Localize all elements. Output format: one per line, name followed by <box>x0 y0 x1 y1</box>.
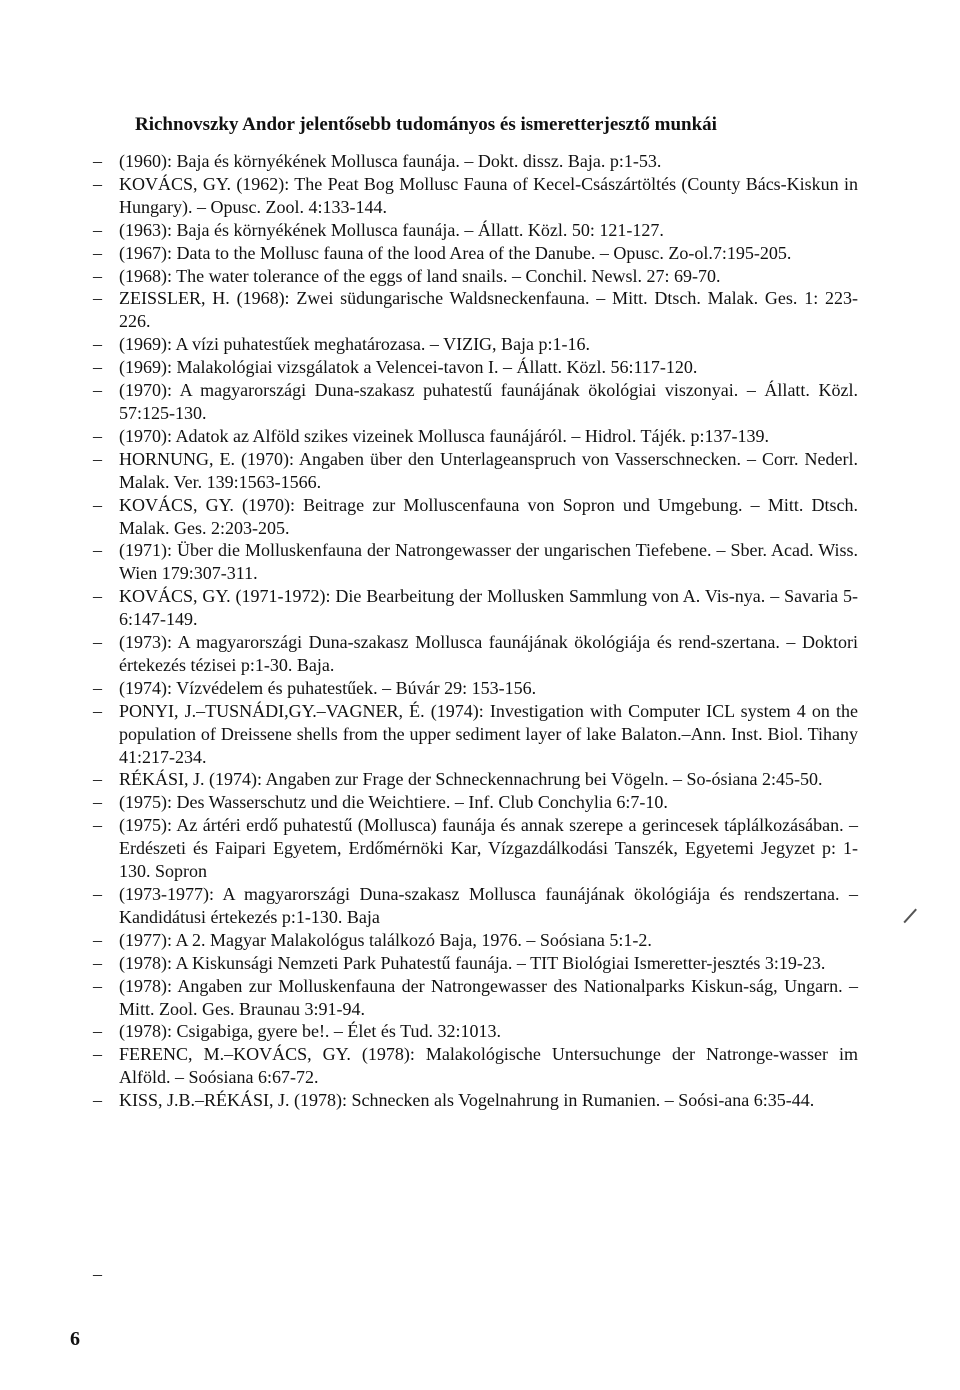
trailing-dash: – <box>93 1264 102 1284</box>
list-item <box>93 1089 858 1112</box>
list-item <box>93 1020 858 1043</box>
entry-text: HORNUNG, E. (1970): Angaben über den Unterlageanspruch von Vasserschnecken. – Corr. Nederl. Malak. Ver. 139:1563-1566. <box>119 448 858 492</box>
list-dash: – <box>93 677 102 698</box>
list-dash: – <box>93 700 102 721</box>
list-item <box>93 677 858 700</box>
entry-text: (1973-1977): A magyarországi Duna-szakasz Mollusca faunájának ökológiája és rendszertana. – Kandidátusi értekezés p:1-130. Baja <box>119 884 858 927</box>
list-item <box>93 356 858 379</box>
entry-text: KOVÁCS, GY. (1962): The Peat Bog Mollusc Fauna of Kecel-Császártöltés (County Bács-Kiskun in Hungary). – Opusc. Zool. 4:133-144. <box>119 173 858 217</box>
page-title: Richnovszky Andor jelentősebb tudományos és ismeretterjesztő munkái <box>135 114 717 135</box>
page-number: 6 <box>70 1328 80 1350</box>
list-item <box>93 173 858 219</box>
list-dash: – <box>93 334 102 355</box>
list-dash: – <box>93 242 102 263</box>
list-item <box>93 975 858 1021</box>
list-dash: – <box>93 494 102 515</box>
list-dash: – <box>93 975 102 996</box>
list-item <box>93 768 858 791</box>
list-item <box>93 585 858 631</box>
list-item <box>93 242 858 265</box>
list-dash: – <box>93 448 102 469</box>
entry-text: (1970): A magyarországi Duna-szakasz puhatestű faunájának ökológiai viszonyai. – Állatt. Közl. 57:125-130. <box>119 380 858 423</box>
entry-text: FERENC, M.–KOVÁCS, GY. (1978): Malakológische Untersuchunge der Natronge-wasser im Alföld. – Soósiana 6:67-72. <box>119 1044 858 1088</box>
list-dash: – <box>93 815 102 836</box>
list-dash: – <box>93 792 102 813</box>
entry-text: (1971): Über die Molluskenfauna der Natrongewasser der ungarischen Tiefebene. – Sber. Acad. Wiss. Wien 179:307-311. <box>119 540 858 584</box>
entry-text: (1974): Vízvédelem és puhatestűek. – Búvár 29: 153-156. <box>119 677 537 698</box>
list-item <box>93 219 858 242</box>
bibliography-list <box>93 150 858 1112</box>
entry-text: (1978): Angaben zur Molluskenfauna der Natrongewasser des Nationalparks Kiskun-ság, Ungarn. – Mitt. Zool. Ges. Braunau 3:91-94. <box>119 975 858 1019</box>
list-item <box>93 379 858 425</box>
list-dash: – <box>93 884 102 904</box>
entry-text: ZEISSLER, H. (1968): Zwei südungarische Waldsneckenfauna. – Mitt. Dtsch. Malak. Ges. 1: 223-226. <box>119 288 858 332</box>
list-item <box>93 448 858 494</box>
list-dash: – <box>93 288 102 309</box>
entry-text: KOVÁCS, GY. (1971-1972): Die Bearbeitung der Mollusken Sammlung von A. Vis-nya. – Savaria 5-6:147-149. <box>119 586 858 630</box>
entry-text: (1969): Malakológiai vizsgálatok a Velencei-tavon I. – Állatt. Közl. 56:117-120. <box>119 357 698 378</box>
entry-text: (1975): Az ártéri erdő puhatestű (Mollusca) faunája és annak szerepe a gerincesek táplálkozásában. – Erdészeti és Faipari Egyetem, Erdőmérnöki Kar, Vízgazdálkodási Tanszék, Egyetemi Jegyzet p: 1-130. Sopron <box>119 815 858 882</box>
entry-text: (1960): Baja és környékének Mollusca faunája. – Dokt. dissz. Baja. p:1-53. <box>119 151 662 171</box>
entry-text: (1975): Des Wasserschutz und die Weichtiere. – Inf. Club Conchylia 6:7-10. <box>119 792 668 813</box>
list-dash: – <box>93 586 102 607</box>
list-item <box>93 952 858 975</box>
entry-text: (1963): Baja és környékének Mollusca faunája. – Állatt. Közl. 50: 121-127. <box>119 219 664 240</box>
list-item <box>93 631 858 677</box>
list-item <box>93 1043 858 1089</box>
list-dash: – <box>93 425 102 446</box>
entry-text: KOVÁCS, GY. (1970): Beitrage zur Molluscenfauna von Sopron und Umgebung. – Mitt. Dtsch. Malak. Ges. 2:203-205. <box>119 494 858 538</box>
list-dash: – <box>93 769 102 790</box>
list-dash: – <box>93 632 102 653</box>
list-item <box>93 539 858 585</box>
list-dash: – <box>93 357 102 378</box>
list-item <box>93 791 858 814</box>
list-item <box>93 494 858 540</box>
list-dash: – <box>93 1090 102 1111</box>
entry-text: (1973): A magyarországi Duna-szakasz Mollusca faunájának ökológiája és rend-szertana. – Doktori értekezés tézisei p:1-30. Baja. <box>119 632 858 675</box>
list-item <box>93 425 858 448</box>
list-dash: – <box>93 929 102 950</box>
entry-text: RÉKÁSI, J. (1974): Angaben zur Frage der Schneckennachrung bei Vögeln. – So-ósiana 2:45-50. <box>119 769 823 790</box>
list-item <box>93 814 858 883</box>
list-dash: – <box>93 1021 102 1042</box>
list-item <box>93 265 858 288</box>
entry-text: (1970): Adatok az Alföld szikes vizeinek Mollusca faunájáról. – Hidrol. Tájék. p:137-139. <box>119 425 770 446</box>
list-item <box>93 883 858 929</box>
entry-text: PONYI, J.–TUSNÁDI,GY.–VAGNER, É. (1974): Investigation with Computer ICL system 4 on the population of Dreissene shells from the upper sediment layer of lake Balaton.–Ann. Inst. Biol. Tihany 41:217-234. <box>119 700 858 767</box>
entry-text: (1967): Data to the Mollusc fauna of the lood Area of the Danube. – Opusc. Zo-ol.7:195-205. <box>119 242 792 263</box>
list-dash: – <box>93 540 102 561</box>
entry-text: (1978): A Kiskunsági Nemzeti Park Puhatestű faunája. – TIT Biológiai Ismeretter-jesztés 3:19-23. <box>119 952 826 973</box>
entry-text: (1977): A 2. Magyar Malakológus találkozó Baja, 1976. – Soósiana 5:1-2. <box>119 929 652 950</box>
margin-mark <box>903 909 916 923</box>
list-dash: – <box>93 265 102 286</box>
entry-text: (1969): A vízi puhatestűek meghatározasa. – VIZIG, Baja p:1-16. <box>119 334 591 355</box>
list-item <box>93 700 858 769</box>
entry-text: (1968): The water tolerance of the eggs of land snails. – Conchil. Newsl. 27: 69-70. <box>119 265 721 286</box>
list-dash: – <box>93 952 102 973</box>
entry-text: (1978): Csigabiga, gyere be!. – Élet és Tud. 32:1013. <box>119 1021 501 1042</box>
list-dash: – <box>93 1044 102 1065</box>
entry-text: KISS, J.B.–RÉKÁSI, J. (1978): Schnecken als Vogelnahrung in Rumanien. – Soósi-ana 6:35-44. <box>119 1090 815 1111</box>
list-item <box>93 150 858 173</box>
list-dash: – <box>93 173 102 194</box>
list-item <box>93 287 858 333</box>
list-dash: – <box>93 219 102 240</box>
list-item <box>93 333 858 356</box>
list-dash: – <box>93 380 102 401</box>
list-item <box>93 929 858 952</box>
list-dash: – <box>93 151 102 171</box>
